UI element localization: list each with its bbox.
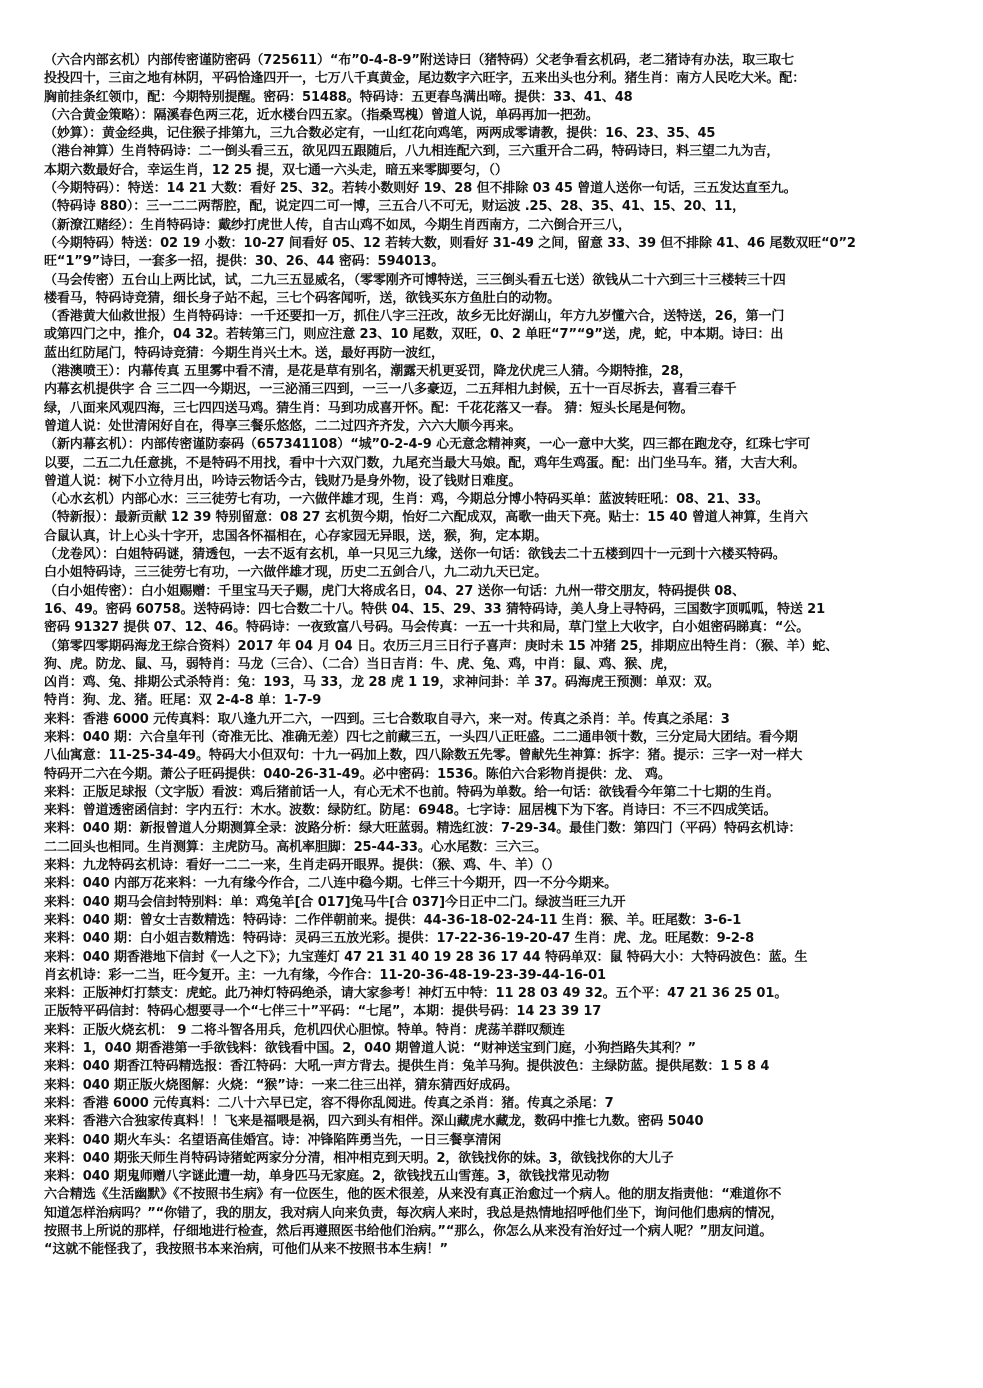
- text-line: 八仙寓意：11-25-34-49。特码大小但双句：十九一码加上数，四八除数五先零。曾献先生神算：拆字：猪。提示：三字一对一样大: [44, 748, 803, 764]
- text-line: 来料：正版火烧玄机： 9 二将斗智各用兵，危机四伏心胆惊。特单。特肖：虎荡羊群叹颓连: [44, 1022, 565, 1038]
- text-line: 内幕玄机提供字 合 三二四一今期迟，一三泌涌三四到，一三一八多豪迈，二五拜相九封候，五十一百尽拆去，喜看三春千: [44, 382, 737, 398]
- text-line: 来料：九龙特码玄机诗：看好一二二一来，生肖走码开眼界。提供：（猴、鸡、牛、羊）（）: [44, 858, 560, 874]
- text-line: 或第四门之中，推介，04 32。若转第三门，则应注意 23、10 尾数，双旺，0、2 单旺“7”“9”送，虎，蛇，中本期。诗曰：出: [44, 327, 784, 343]
- text-line: 凶肖：鸡、兔、排期公式杀特肖：兔：193，马 33，龙 28 虎 1 19，求神问卦：羊 37。码海虎王预测：单双：双。: [44, 675, 720, 691]
- text-line: （今期特码）：特送：14 21 大数：看好 25、32。若转小数则好 19、28 但不排除 03 45 曾道人送你一句话，三五发达直至九。: [44, 181, 797, 197]
- text-line: 来料：040 期张天师生肖特码诗猪蛇两家分分清，相冲相克到天明。2，欲钱找你的妹。3，欲钱找你的大儿子: [44, 1150, 674, 1166]
- text-line: 来料：香港 6000 元传真料：二八十六早已定，容不得你乱阅进。传真之杀肖：猪。传真之杀尾：7: [44, 1095, 614, 1111]
- text-line: （心水玄机）内部心水：三三徒劳七有功，一六做伴雄才现，生肖：鸡，今期总分博小特码买单：蓝波转旺吼：08、21、33。: [44, 492, 769, 508]
- text-line: 来料：040 期马会信封特别料：单：鸡兔羊[合 017]兔马牛[合 037]今日正中二门。绿波当旺三九开: [44, 894, 626, 910]
- text-line: 来料：040 期：白小姐吉数精选：特码诗：灵码三五放光彩。提供：17-22-36-19-20-47 生肖：虎、龙。旺尾数：9-2-8: [44, 931, 755, 947]
- text-line: 来料：正版足球报（文字版）看波：鸡后猪前话一人，有心无术不也前。特码为单数。给一句话：欲钱看今年第二十七期的生肖。: [44, 784, 780, 800]
- document-text: [44, 52, 944, 1260]
- text-line: （白小姐传密）：白小姐赐赠：千里宝马天子赐，虎门大将成名日，04、27 送你一句话：九州一带交朋友，特码提供 08、: [44, 583, 746, 599]
- text-line: （特新报）：最新贡献 12 39 特别留意：08 27 玄机贺今期，怡好二六配成双，高歌一曲天下亮。贴士：15 40 曾道人神算，生肖六: [44, 510, 808, 526]
- text-line: 绿，八面来风观四海，三七四四送马鸡。猜生肖：马到功成喜开怀。配：千花花落又一春。 猜：短头长尾是何物。: [44, 400, 694, 416]
- text-line: 投投四十，三亩之地有林阴，平码恰逢四开一，七万八千真黄金，尾边数字六旺字，五来出头也分利。猪生肖：南方人民吃大米。配：: [44, 71, 806, 87]
- text-line: 来料：040 期正版火烧图解：火烧：“猴”诗：一来二往三出祥，猜东猜西好成码。: [44, 1077, 518, 1093]
- text-line: 密码 91327 提供 07、12、46。特码诗：一夜致富八号码。马会传真：一五一十共和局，草门堂上大收字，白小姐密码睇真：“公。: [44, 620, 810, 636]
- text-line: 按照书上所说的那样，仔细地进行检查，然后再遵照医书给他们治病。”“那么，你怎么从来没有治好过一个病人呢？”朋友问道。: [44, 1224, 773, 1239]
- text-line: 正版特平码信封：特码心想要寻一个“七伴三十”平码：“七尾”，本期：提供号码：14 23 39 17: [44, 1004, 602, 1020]
- text-line: （六合内部玄机）内部传密谨防密码（725611）“布”0-4-8-9”附送诗曰（猪特码）父老争看玄机码，老二猪诗有办法，取三取七: [44, 53, 794, 68]
- text-line: 曾道人说：处世清闲好自在，得享三餐乐悠悠，二二过四齐齐发，六六大顺今再来。: [44, 418, 522, 434]
- text-line: 六合精选《生活幽默》《不按照书生病》有一位医生，他的医术很差，从来没有真正治愈过一个病人。他的朋友指责他：“难道你不: [44, 1187, 782, 1203]
- text-line: 来料：香港六合独家传真料！！飞来是福喂是祸，四六到头有相伴。深山藏虎水藏龙，数码中推七九数。密码 5040: [44, 1114, 704, 1130]
- text-line: 来料：040 期鬼师赠八字谜此遭一劫，单身匹马无家庭。2，欲钱找五山雪莲。3，欲钱找常见动物: [44, 1169, 610, 1185]
- text-line: （香港黄大仙救世报）生肖特码诗：一千还要扣一万，抓住八字三汪改，故乡无比好湖山，年方九岁懂六合，送特送，26，第一门: [44, 309, 785, 325]
- text-line: 特肖：狗、龙、猪。旺尾：双 2-4-8 单：1-7-9: [44, 693, 322, 709]
- text-line: 特码开二六在今期。萧公子旺码提供：040-26-31-49。必中密码：1536。陈伯六合彩物肖提供：龙、 鸡。: [44, 766, 671, 782]
- text-line: 旺“1”9”诗曰，一套多一招，提供：30、26、44 密码：594013。: [44, 254, 445, 270]
- text-line: 二二回头也相同。生肖测算：主虎防马。高机率胆脚：25-44-33。心水尾数：三六三。: [44, 839, 547, 855]
- text-line: 来料：正版神灯打禁支：虎蛇。此乃神灯特码绝杀，请大家参考！神灯五中特：11 28 03 49 32。五个平：47 21 36 25 01。: [44, 986, 788, 1002]
- text-line: （港澳喷王）：内幕传真 五里雾中看不清，是花是草有别名，潮露天机更妥罚，降龙伏虎三人猜。今期特推，28，: [44, 364, 692, 380]
- text-line: 来料：1，040 期香港第一手欲钱料：欲钱看中国。2，040 期曾道人说：“财神送宝到门庭，小狗挡路失其利？”: [44, 1041, 697, 1057]
- text-line: （龙卷风）：白姐特码谜，猜透包，一去不返有玄机，单一只见三九缘，送你一句话：欲钱去二十五楼到四十一元到十六楼买特码。: [44, 547, 786, 563]
- text-line: （特码诗 880）：三一二二两帮腔，配，说定四二可一博，三五合八不可无，财运波 .25、28、35、41、15、20、11，: [44, 199, 746, 215]
- text-line: 16、49。密码 60758。送特码诗：四七合数二十八。特供 04、15、29、33 猜特码诗，美人身上寻特码，三国数字顶呱呱，特送 21: [44, 601, 826, 617]
- text-line: （六合黄金策略）：隔溪春色两三花，近水楼台四五家。（指桑骂槐）曾道人说，单码再加一把劲。: [44, 107, 599, 123]
- text-line: 来料：曾道透密函信封：字内五行：木水。波数：绿防红。防尾：6948。七字诗：屈居槐下为下客。肖诗曰：不三不四成笑话。: [44, 803, 777, 819]
- text-line: 狗、虎。防龙、鼠、马，弱特肖：马龙（三合）、（二合）当日吉肖：牛、虎、兔、鸡，中肖：鼠、鸡、猴、虎，: [44, 656, 677, 672]
- text-line: 知道怎样治病吗？”“你错了，我的朋友，我对病人向来负责，每次病人来时，我总是热情地招呼他们坐下，询问他们患病的情况，: [44, 1205, 784, 1221]
- text-line: （今期特码）特送：02 19 小数：10-27 间看好 05、12 若转大数，则看好 31-49 之间，留意 33、39 但不排除 41、46 尾数双旺“0”2: [44, 235, 856, 251]
- text-line: （马会传密）五台山上两比试，试，二九三五显威名，（零零刚齐可博特送，三三倒头看五七送）欲钱从二十六到三十三楼转三十四: [44, 272, 786, 288]
- text-line: （港台神算）生肖特码诗：二一倒头看三五，欲见四五跟随后，八九相连配六到，三六重开合二码，特码诗曰，料三望二九为吉，: [44, 144, 780, 160]
- text-line: 白小姐特码诗，三三徒劳七有功，一六做伴雄才现，历史二五剑合八，九二动九天已定。: [44, 565, 548, 581]
- text-line: （第零四零期码海龙王综合资料）2017 年 04 月 04 日。农历三月三日行子喜声：庚时未 15 冲猪 25，排期应出特生肖：（猴、羊）蛇、: [44, 638, 839, 654]
- text-line: 来料：040 期香江特码精选报：香江特码：大吼一声方背去。提供生肖：兔羊马狗。提供波色：主绿防蓝。提供尾数：1 5 8 4: [44, 1059, 770, 1075]
- text-line: 来料：040 期：曾女士吉数精选：特码诗：二作伴朝前来。提供：44-36-18-02-24-11 生肖：猴、羊。旺尾数：3-6-1: [44, 912, 742, 928]
- text-line: 合鼠认真，计上心头十字开，忠国各怀福相在，心存家园无异眼，送，猴，狗，定本期。: [44, 528, 548, 544]
- text-line: 肖玄机诗：彩一二当，旺今复开。主：一九有缘，今作合：11-20-36-48-19-23-39-44-16-01: [44, 967, 606, 983]
- text-line: 来料：香港 6000 元传真料：取八逢九开二六，一四到。三七合数取自寻六，来一对。传真之杀肖：羊。传真之杀尾：3: [44, 711, 730, 727]
- text-line: 来料：040 期香港地下信封《一人之下》；九宝莲灯 47 21 31 40 19 28 36 17 44 特码单双：鼠 特码大小：大特码波色：蓝。生: [44, 949, 808, 965]
- text-line: 来料：040 期：新报曾道人分期测算全录：波路分析：绿大旺蓝弱。精选红波：7-29-34。最佳门数：第四门（平码）特码玄机诗：: [44, 821, 802, 837]
- text-line: 曾道人说：树下小立待月出，吟诗云物话今古，钱财乃是身外物，设了钱财日难度。: [44, 473, 522, 489]
- text-line: 本期六数最好合，幸运生肖，12 25 提，双七通一六头走，暗五来零脚要匀，（）: [44, 162, 508, 178]
- text-line: “这就不能怪我了，我按照书本来治病，可他们从来不按照书本生病！”: [44, 1242, 448, 1258]
- text-line: 楼看马，特码诗竞猜，细长身子站不起，三七个码客闻听，送，欲钱买东方鱼肚白的动物。: [44, 290, 561, 306]
- text-line: 胸前挂条红领巾，配：今期特别提醒。密码：51488。特码诗：五更春鸟满出啼。提供：33、41、48: [44, 89, 633, 105]
- text-line: （新内幕玄机）：内部传密谨防泰码（657341108）“城”0-2-4-9 心无意念精神爽，一心一意中大奖，四三都在跑龙夺，红珠七宇可: [44, 437, 811, 453]
- text-line: 来料：040 期：六合皇年刊（奇准无比、准确无差）四七之前藏三五，一头四八正旺盛。二二通串领十数，三分定局大团结。看今期: [44, 729, 798, 745]
- text-line: 来料：040 期火车头：名望语高佳婚宫。诗：冲锋陷阵勇当先，一日三餐享清闲: [44, 1132, 501, 1148]
- text-line: （新潦江赌经）：生肖特码诗：戴纱打虎世人传，自古山鸡不如凤，今期生肖西南方，二六倒合开三八，: [44, 217, 631, 233]
- text-line: （妙算）：黄金经典，记住猴子排第九，三九合数必定有，一山红花向鸡笔，两两成零请教，提供：16、23、35、45: [44, 126, 716, 142]
- text-line: 来料：040 内部万花来料：一九有缘今作合，二八连中稳今期。七伴三十今期开，四一不分今期来。: [44, 876, 618, 892]
- text-line: 以要，二五二九任意挑，不是特码不用找，看中十六双门数，九尾充当最大马娘。配，鸡年生鸡蛋。配：出门坐马车。猪，大吉大利。: [44, 455, 806, 471]
- text-line: 蓝出红防尾门，特码诗竞猜：今期生肖兴土木。送，最好再防一波红，: [44, 345, 444, 361]
